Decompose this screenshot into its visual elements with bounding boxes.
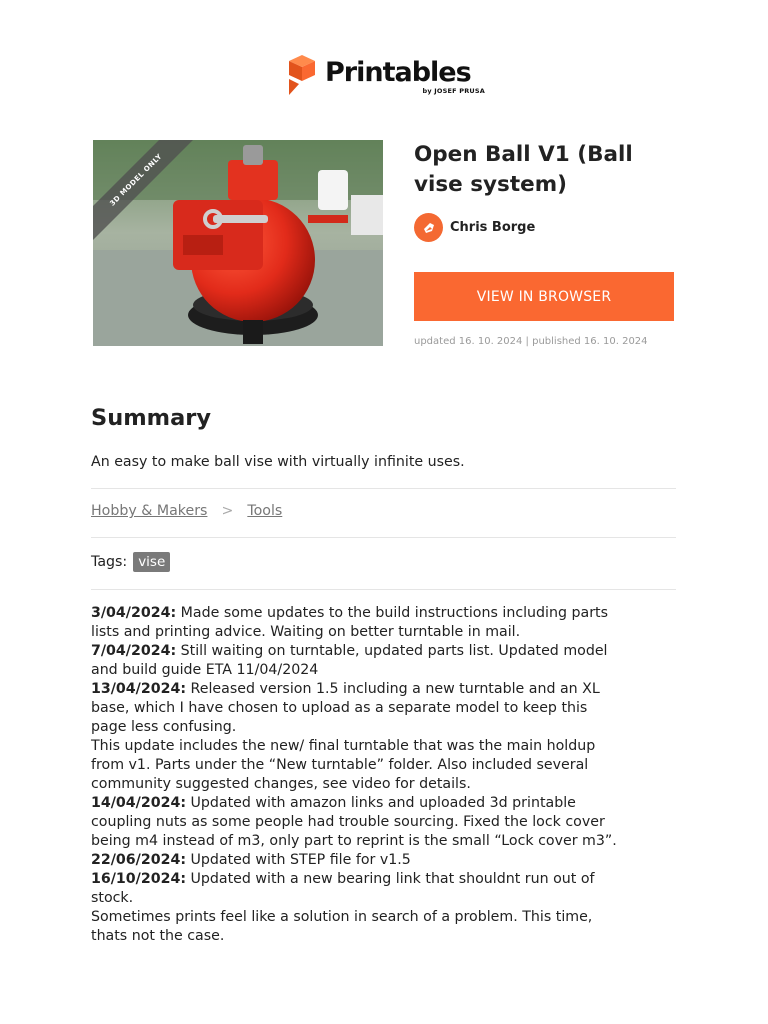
printables-logo-icon — [287, 55, 317, 95]
view-in-browser-button[interactable]: VIEW IN BROWSER — [414, 272, 674, 321]
divider — [91, 589, 676, 590]
changelog-line — [91, 680, 681, 699]
changelog-text: Still waiting on turntable, updated parts list. Updated model — [176, 643, 608, 659]
changelog-text: Updated with a new bearing link that shouldnt run out of — [186, 871, 595, 887]
changelog-date: 22/06/2024: — [91, 852, 187, 868]
changelog-line: and build guide ETA 11/04/2024 — [91, 662, 319, 678]
breadcrumb-separator: > — [221, 503, 234, 519]
brand-subtitle: by JOSEF PRUSA — [422, 87, 485, 95]
tags-label: Tags: — [91, 554, 128, 570]
author-name: Chris Borge — [450, 220, 536, 235]
changelog-text: Updated with STEP file for v1.5 — [186, 852, 411, 868]
changelog-line — [91, 604, 681, 623]
breadcrumb-hobby-makers[interactable]: Hobby & Makers — [91, 503, 208, 519]
changelog-date: 3/04/2024: — [91, 605, 177, 621]
changelog-line: lists and printing advice. Waiting on better turntable in mail. — [91, 624, 521, 640]
changelog-date: 13/04/2024: — [91, 681, 187, 697]
summary-text: An easy to make ball vise with virtually infinite uses. — [91, 454, 465, 470]
changelog-line: community suggested changes, see video for details. — [91, 776, 471, 792]
changelog-line: stock. — [91, 890, 134, 906]
author-avatar — [414, 213, 443, 242]
3d-model-only-ribbon: 3D MODEL ONLY — [93, 140, 205, 249]
changelog-line — [91, 642, 681, 661]
breadcrumb-tools[interactable]: Tools — [247, 503, 283, 519]
changelog-line: base, which I have chosen to upload as a separate model to keep this — [91, 700, 588, 716]
summary-heading: Summary — [91, 405, 212, 431]
model-title-line-2: vise system) — [414, 172, 567, 197]
changelog-line — [91, 794, 681, 813]
changelog-line: being m4 instead of m3, only part to reprint is the small “Lock cover m3”. — [91, 833, 617, 849]
model-title[interactable] — [414, 140, 684, 200]
model-dates: updated 16. 10. 2024 | published 16. 10. 2024 — [414, 336, 648, 347]
model-image[interactable] — [93, 140, 383, 346]
tags-row — [91, 552, 170, 572]
changelog-text: Released version 1.5 including a new turntable and an XL — [186, 681, 600, 697]
description-changelog — [91, 604, 681, 946]
changelog-line: This update includes the new/ final turntable that was the main holdup — [91, 738, 596, 754]
model-title-line-1: Open Ball V1 (Ball — [414, 142, 633, 167]
tag-vise[interactable]: vise — [133, 552, 170, 572]
changelog-date: 14/04/2024: — [91, 795, 187, 811]
changelog-line — [91, 851, 681, 870]
changelog-date: 16/10/2024: — [91, 871, 187, 887]
changelog-line: thats not the case. — [91, 928, 225, 944]
breadcrumb — [91, 503, 282, 519]
changelog-text: Updated with amazon links and uploaded 3d printable — [186, 795, 576, 811]
changelog-line: Sometimes prints feel like a solution in search of a problem. This time, — [91, 909, 593, 925]
changelog-date: 7/04/2024: — [91, 643, 177, 659]
divider — [91, 488, 676, 489]
author-link[interactable] — [414, 213, 535, 242]
changelog-line: page less confusing. — [91, 719, 237, 735]
changelog-line: from v1. Parts under the “New turntable” folder. Also included several — [91, 757, 589, 773]
author-avatar-icon — [421, 220, 437, 236]
changelog-line — [91, 870, 681, 889]
printables-logo[interactable] — [287, 55, 485, 95]
changelog-line: coupling nuts as some people had trouble sourcing. Fixed the lock cover — [91, 814, 605, 830]
divider — [91, 537, 676, 538]
brand-name: Printables — [325, 57, 471, 88]
changelog-text: Made some updates to the build instructions including parts — [176, 605, 608, 621]
